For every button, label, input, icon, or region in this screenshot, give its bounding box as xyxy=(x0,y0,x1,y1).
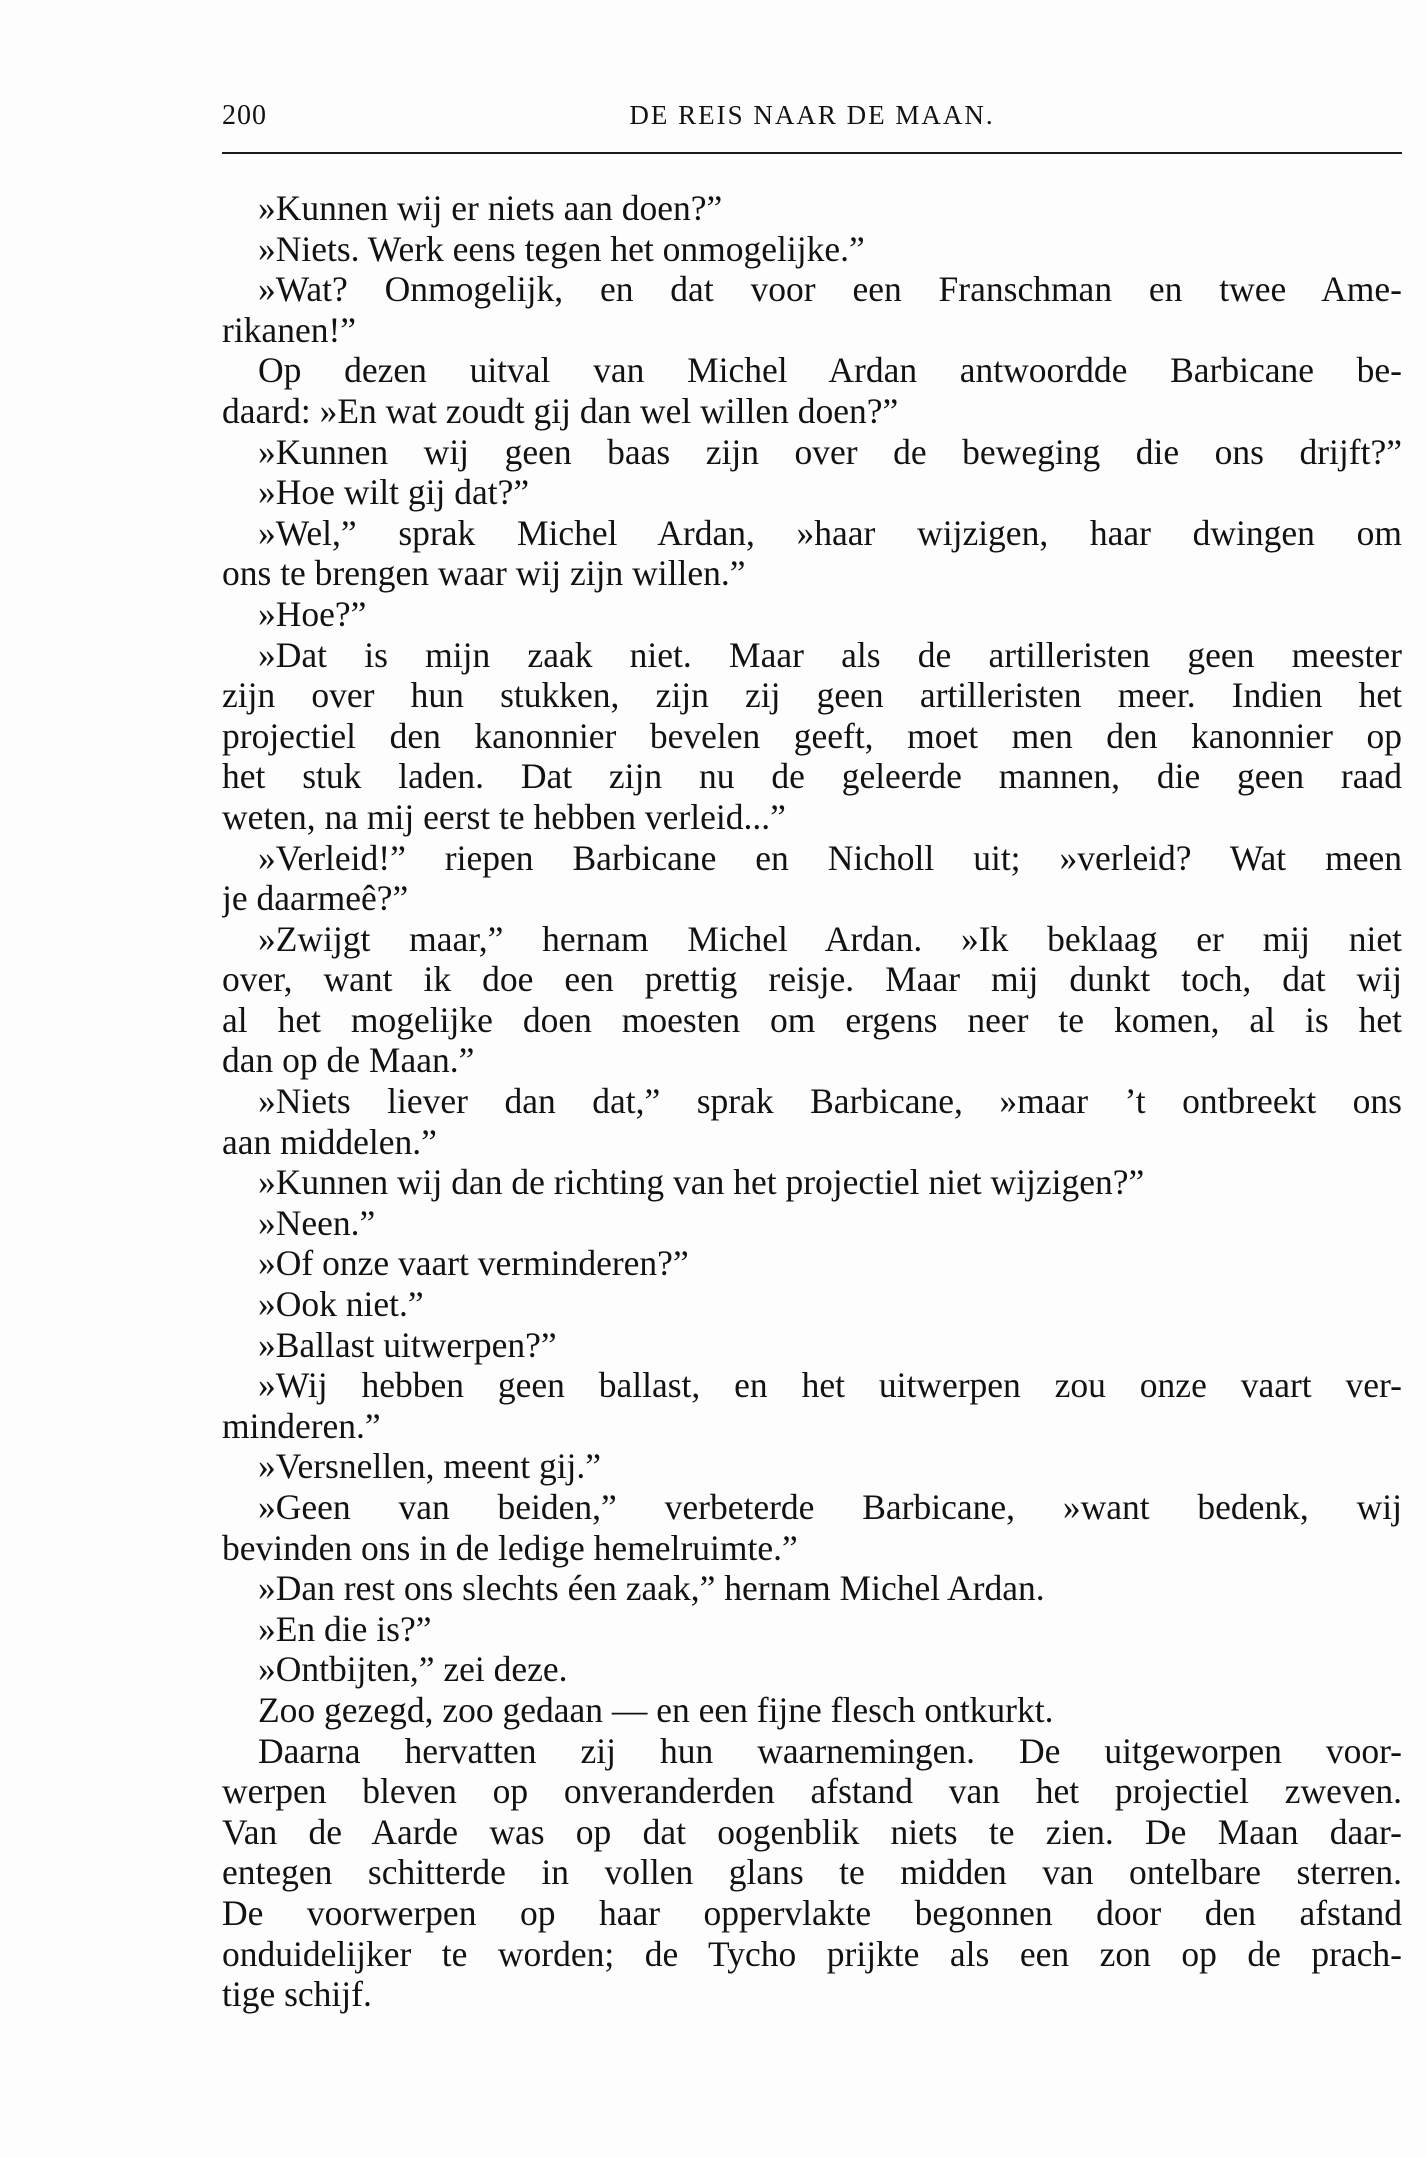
text-line: »Hoe wilt gij dat?” xyxy=(258,472,530,513)
running-title: DE REIS NAAR DE MAAN. xyxy=(629,100,995,130)
text-line: »Dan rest ons slechts éen zaak,” hernam Michel Ardan. xyxy=(258,1568,1045,1609)
text-line: Zoo gezegd, zoo gedaan — en een fijne flesch ontkurkt. xyxy=(258,1689,1054,1730)
text-line: ons te brengen waar wij zijn willen.” xyxy=(222,553,746,594)
text-line: »Versnellen, meent gij.” xyxy=(258,1446,602,1487)
text-line: »Niets. Werk eens tegen het onmogelijke.” xyxy=(258,228,865,269)
text-line: De voorwerpen op haar oppervlakte begonnen door den afstand xyxy=(222,1892,1402,1933)
text-line: »Zwijgt maar,” hernam Michel Ardan. »Ik beklaag er mij niet xyxy=(258,918,1402,959)
text-line: bevinden ons in de ledige hemelruimte.” xyxy=(222,1527,798,1568)
text-line: »Geen van beiden,” verbeterde Barbicane, »want bedenk, wij xyxy=(258,1487,1402,1527)
text-line: rikanen!” xyxy=(222,309,357,350)
text-line: al het mogelijke doen moesten om ergens neer te komen, al is het xyxy=(222,999,1402,1040)
text-line: het stuk laden. Dat zijn nu de geleerde mannen, die geen raad xyxy=(222,756,1402,797)
text-line: aan middelen.” xyxy=(222,1121,437,1162)
text-line: weten, na mij eerst te hebben verleid...” xyxy=(222,796,786,837)
text-line: daard: »En wat zoudt gij dan wel willen doen?” xyxy=(222,390,899,431)
text-line: »En die is?” xyxy=(258,1608,432,1649)
text-line: onduidelijker te worden; de Tycho prijkte als een zon op de prach- xyxy=(222,1933,1402,1974)
text-line: »Kunnen wij geen baas zijn over de beweging die ons drijft?” xyxy=(258,431,1402,472)
page-number: 200 xyxy=(222,100,267,131)
text-line: »Wat? Onmogelijk, en dat voor een Franschman en twee Ame- xyxy=(258,269,1402,310)
text-line: »Niets liever dan dat,” sprak Barbicane, »maar ’t ontbreekt ons xyxy=(258,1081,1402,1122)
text-line: »Ontbijten,” zei deze. xyxy=(258,1649,568,1690)
text-line: entegen schitterde in vollen glans te midden van ontelbare sterren. xyxy=(222,1852,1402,1893)
text-line: Op dezen uitval van Michel Ardan antwoordde Barbicane be- xyxy=(258,350,1402,391)
page-header xyxy=(222,100,1402,140)
text-line: Van de Aarde was op dat oogenblik niets te zien. De Maan daar- xyxy=(222,1811,1402,1852)
text-line: over, want ik doe een prettig reisje. Maar mij dunkt toch, dat wij xyxy=(222,959,1402,1000)
text-line: dan op de Maan.” xyxy=(222,1040,475,1081)
text-line: »Neen.” xyxy=(258,1202,376,1243)
text-line: »Ballast uitwerpen?” xyxy=(258,1324,557,1365)
text-line: tige schijf. xyxy=(222,1974,372,2015)
text-line: »Hoe?” xyxy=(258,593,367,634)
text-line: Daarna hervatten zij hun waarnemingen. De uitgeworpen voor- xyxy=(258,1730,1402,1771)
body-text xyxy=(222,188,1402,2015)
text-line: zijn over hun stukken, zijn zij geen artilleristen meer. Indien het xyxy=(222,675,1402,716)
text-line: »Ook niet.” xyxy=(258,1284,424,1325)
text-line: »Dat is mijn zaak niet. Maar als de artilleristen geen meester xyxy=(258,634,1402,675)
text-line: »Verleid!” riepen Barbicane en Nicholl uit; »verleid? Wat meen xyxy=(258,837,1402,878)
text-line: »Kunnen wij er niets aan doen?” xyxy=(258,188,723,228)
text-line: »Kunnen wij dan de richting van het projectiel niet wijzigen?” xyxy=(258,1162,1145,1203)
text-line: projectiel den kanonnier bevelen geeft, moet men den kanonnier op xyxy=(222,715,1402,756)
text-line: »Wij hebben geen ballast, en het uitwerpen zou onze vaart ver- xyxy=(258,1365,1402,1406)
text-line: »Of onze vaart verminderen?” xyxy=(258,1243,689,1284)
text-line: je daarmeê?” xyxy=(222,878,409,919)
text-line: »Wel,” sprak Michel Ardan, »haar wijzigen, haar dwingen om xyxy=(258,512,1402,553)
text-line: minderen.” xyxy=(222,1405,381,1446)
header-rule xyxy=(222,152,1402,154)
text-line: werpen bleven op onveranderden afstand van het projectiel zweven. xyxy=(222,1771,1402,1812)
